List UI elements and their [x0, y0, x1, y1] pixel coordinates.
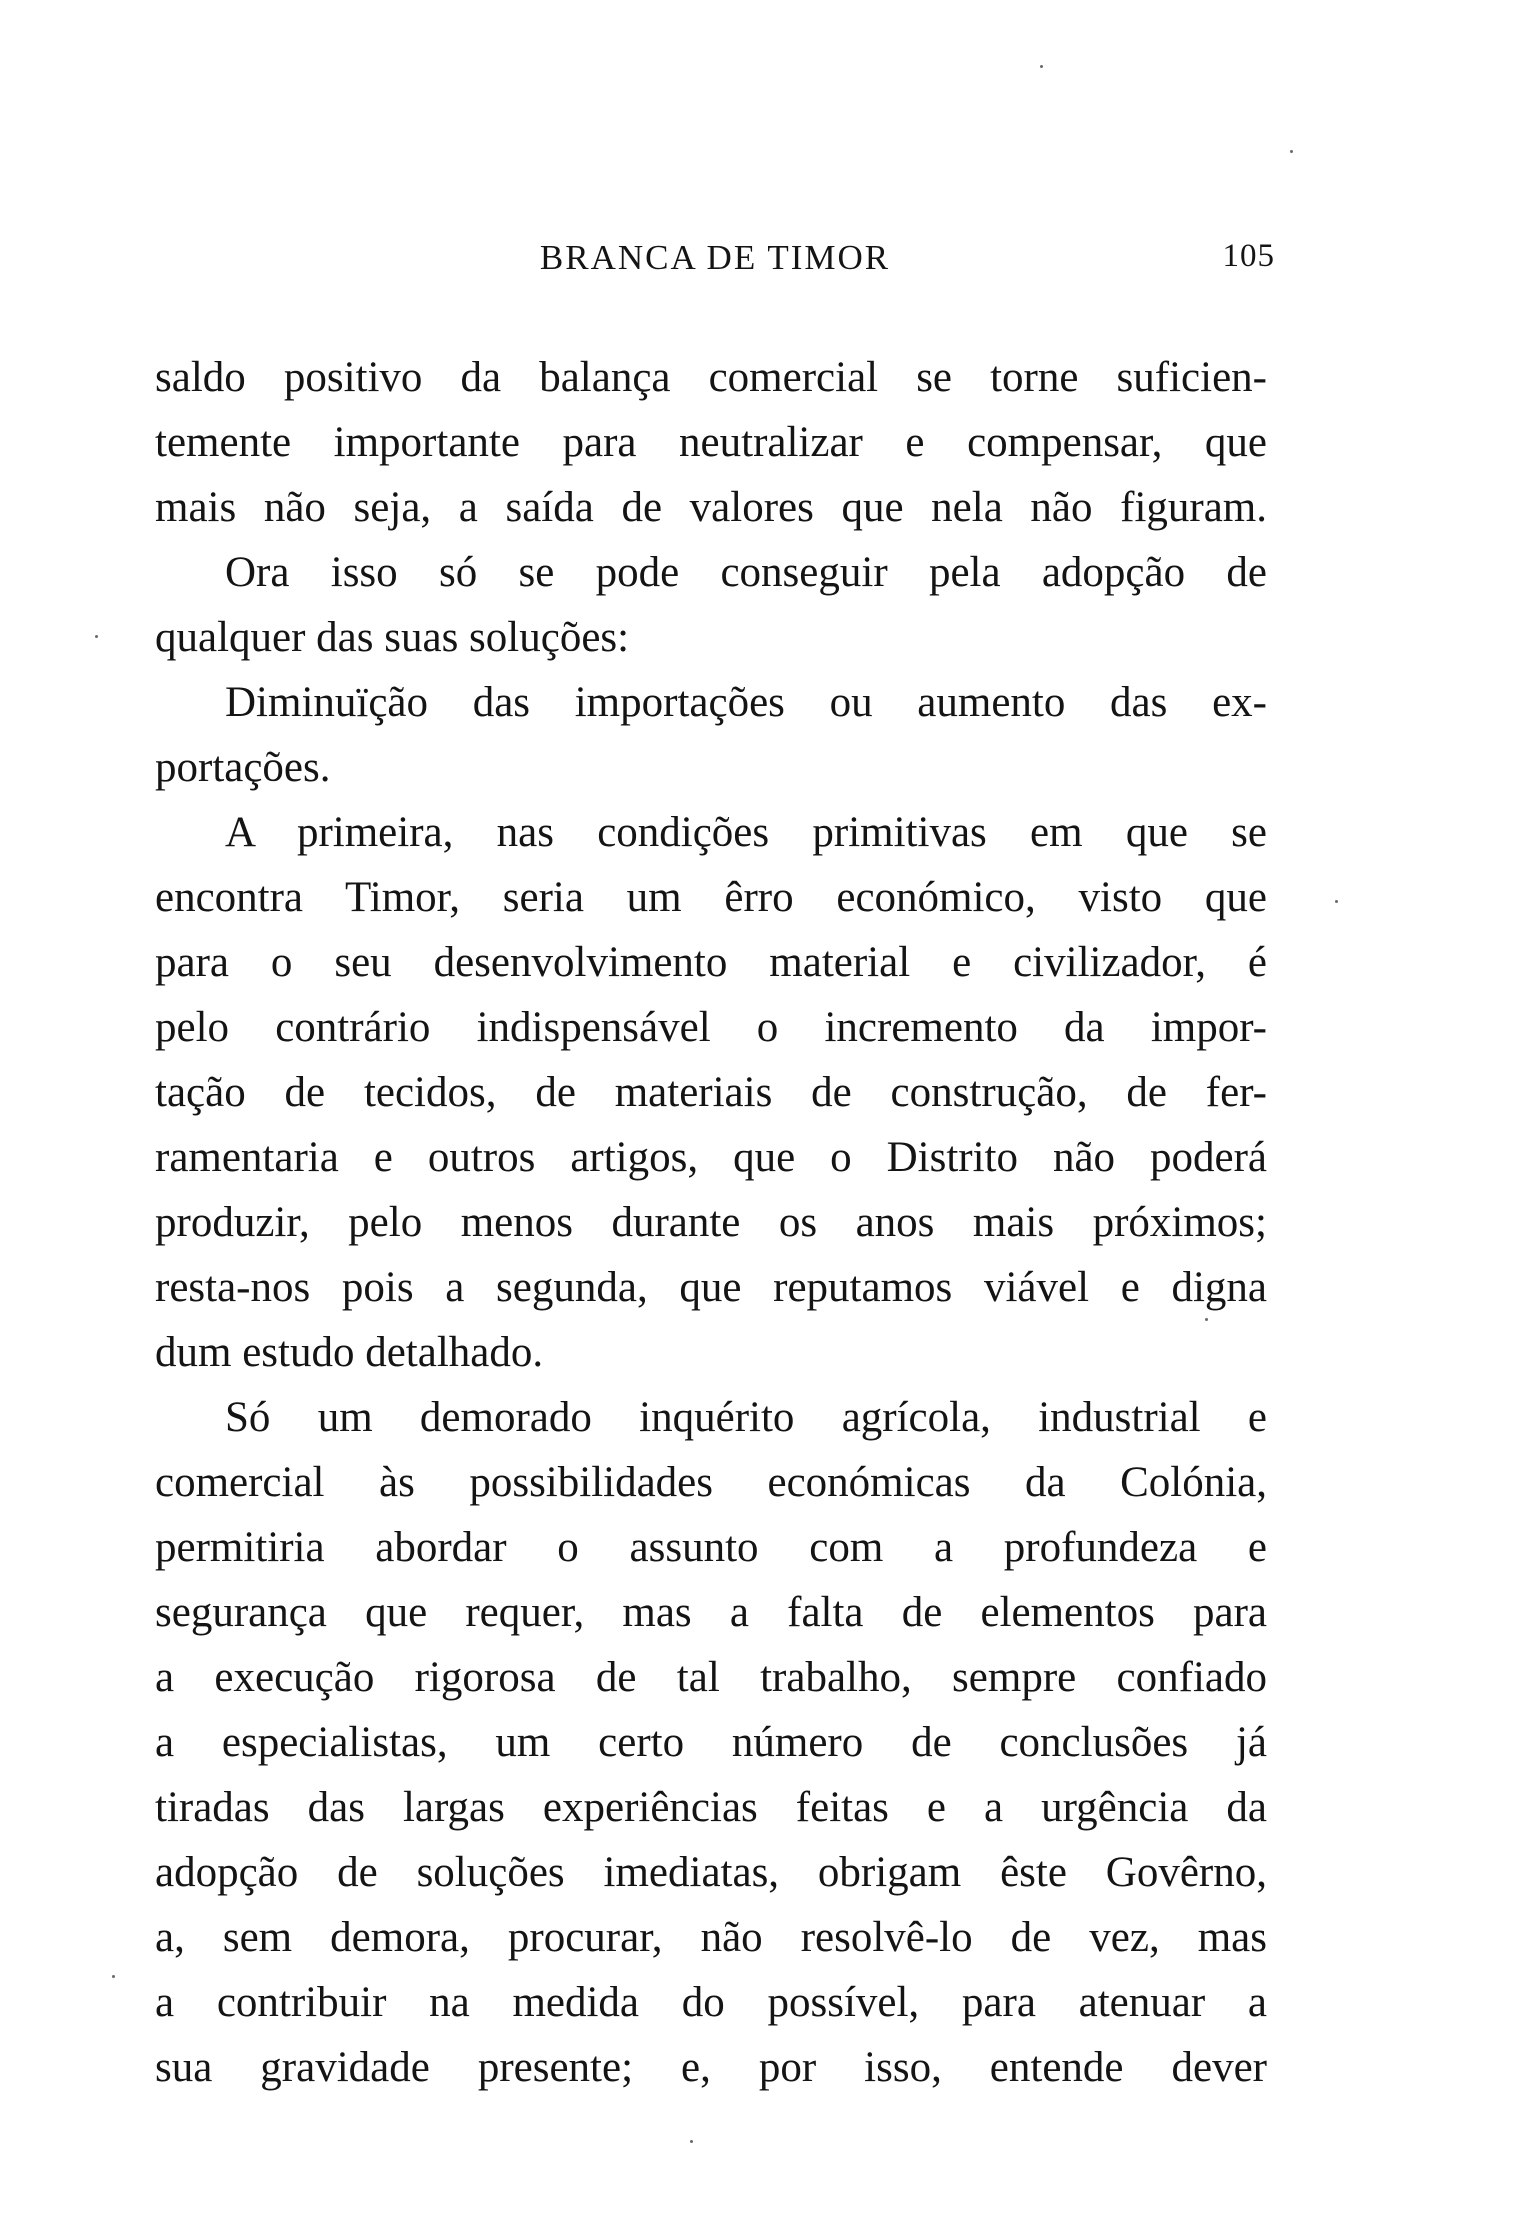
text-line: a, sem demora, procurar, não resolvê-lo de vez, mas [155, 1914, 1267, 1961]
text-line: produzir, pelo menos durante os anos mais próximos; [155, 1199, 1267, 1246]
text-line: a contribuir na medida do possível, para atenuar a [155, 1979, 1267, 2026]
text-line: Ora isso só se pode conseguir pela adopção de [225, 549, 1267, 596]
paper-speck [1335, 900, 1338, 903]
text-line: tiradas das largas experiências feitas e a urgência da [155, 1784, 1267, 1831]
text-line: Diminuïção das importações ou aumento das ex- [225, 679, 1267, 726]
text-line: dum estudo detalhado. [155, 1329, 544, 1376]
paper-speck [112, 1975, 115, 1978]
page-number: 105 [1222, 238, 1275, 274]
text-line: A primeira, nas condições primitivas em que se [225, 809, 1267, 856]
text-line: segurança que requer, mas a falta de elementos para [155, 1589, 1267, 1636]
text-line: Só um demorado inquérito agrícola, industrial e [225, 1394, 1267, 1441]
paper-speck [690, 2140, 693, 2143]
text-line: portações. [155, 744, 331, 791]
text-line: sua gravidade presente; e, por isso, entende dever [155, 2044, 1267, 2091]
text-line: saldo positivo da balança comercial se torne suficien- [155, 354, 1267, 401]
text-line: adopção de soluções imediatas, obrigam êste Govêrno, [155, 1849, 1267, 1896]
text-line: encontra Timor, seria um êrro económico, visto que [155, 874, 1267, 921]
running-head [155, 238, 1275, 286]
text-line: para o seu desenvolvimento material e civilizador, é [155, 939, 1267, 986]
text-line: pelo contrário indispensável o incremento da impor- [155, 1004, 1267, 1051]
text-line: ramentaria e outros artigos, que o Distrito não poderá [155, 1134, 1267, 1181]
paper-speck [1205, 1318, 1208, 1321]
paper-speck [1040, 65, 1043, 68]
text-line: tação de tecidos, de materiais de construção, de fer- [155, 1069, 1267, 1116]
text-line: resta-nos pois a segunda, que reputamos viável e digna [155, 1264, 1267, 1311]
paper-speck [1290, 150, 1293, 153]
text-line: qualquer das suas soluções: [155, 614, 630, 661]
body-text [155, 345, 1267, 2100]
text-line: mais não seja, a saída de valores que nela não figuram. [155, 484, 1267, 531]
paper-speck [95, 635, 98, 638]
text-line: permitiria abordar o assunto com a profundeza e [155, 1524, 1267, 1571]
text-line: temente importante para neutralizar e compensar, que [155, 419, 1267, 466]
text-line: a execução rigorosa de tal trabalho, sempre confiado [155, 1654, 1267, 1701]
running-title: BRANCA DE TIMOR [539, 238, 891, 277]
text-line: comercial às possibilidades económicas da Colónia, [155, 1459, 1267, 1506]
text-line: a especialistas, um certo número de conclusões já [155, 1719, 1267, 1766]
